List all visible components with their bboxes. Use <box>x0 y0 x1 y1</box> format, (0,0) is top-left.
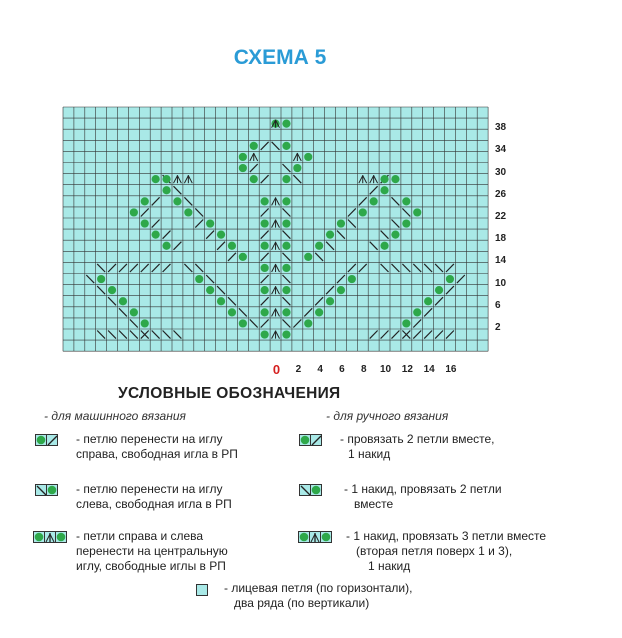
row-label: 6 <box>495 299 501 311</box>
row-label: 18 <box>495 233 507 245</box>
legend-item-m2: - петлю перенести на иглу слева, свободная игла в РП <box>76 482 232 511</box>
transfer-dot <box>315 308 323 316</box>
transfer-dot <box>282 142 290 150</box>
row-label: 22 <box>495 210 507 222</box>
transfer-right-symbol <box>35 434 59 448</box>
transfer-dot <box>304 253 312 261</box>
column-label: 6 <box>339 364 345 375</box>
row-label: 38 <box>495 122 507 134</box>
transfer-dot <box>359 208 367 216</box>
column-label: 2 <box>295 364 302 375</box>
column-label: 16 <box>445 364 457 375</box>
transfer-center-symbol <box>33 531 71 545</box>
transfer-dot <box>217 231 225 239</box>
legend-item-m1: - петлю перенести на иглу справа, свободная игла в РП <box>76 432 238 461</box>
transfer-dot <box>261 264 269 272</box>
transfer-left-symbol <box>35 484 59 498</box>
chart-title: СХЕМА 5 <box>233 46 327 69</box>
column-label: 4 <box>317 364 323 375</box>
row-label: 14 <box>495 255 507 267</box>
transfer-dot <box>413 308 421 316</box>
transfer-dot <box>261 242 269 250</box>
row-label: 26 <box>495 188 507 200</box>
transfer-dot <box>282 286 290 294</box>
transfer-dot <box>261 330 269 338</box>
transfer-dot <box>424 297 432 305</box>
transfer-dot <box>380 175 388 183</box>
column-label: 12 <box>401 364 413 375</box>
transfer-dot <box>152 231 160 239</box>
transfer-dot <box>282 219 290 227</box>
transfer-dot <box>282 175 290 183</box>
row-label: 2 <box>495 321 501 333</box>
transfer-dot <box>282 197 290 205</box>
column-label: 10 <box>379 364 392 375</box>
transfer-dot <box>413 208 421 216</box>
transfer-dot <box>228 242 236 250</box>
transfer-dot <box>217 297 225 305</box>
yarn-over-k2tog-symbol <box>299 484 323 498</box>
legend-heading: УСЛОВНЫЕ ОБОЗНАЧЕНИЯ <box>118 385 341 402</box>
transfer-dot <box>261 308 269 316</box>
hand-knitting-label: - для ручного вязания <box>326 409 449 423</box>
transfer-dot <box>141 219 149 227</box>
transfer-dot <box>261 197 269 205</box>
transfer-dot <box>348 275 356 283</box>
transfer-dot <box>141 319 149 327</box>
transfer-dot <box>370 197 378 205</box>
transfer-dot <box>435 286 443 294</box>
transfer-dot <box>206 219 214 227</box>
transfer-dot <box>402 219 410 227</box>
transfer-dot <box>162 186 170 194</box>
transfer-dot <box>304 319 312 327</box>
transfer-dot <box>282 308 290 316</box>
transfer-dot <box>119 297 127 305</box>
transfer-dot <box>239 253 247 261</box>
transfer-dot <box>239 319 247 327</box>
row-label: 30 <box>495 166 507 178</box>
transfer-dot <box>261 219 269 227</box>
transfer-dot <box>206 286 214 294</box>
legend-item-h1: - провязать 2 петли вместе, 1 накид <box>340 432 495 461</box>
column-label: 14 <box>423 364 435 375</box>
transfer-dot <box>250 142 258 150</box>
transfer-dot <box>162 175 170 183</box>
transfer-dot <box>446 275 454 283</box>
transfer-dot <box>282 264 290 272</box>
transfer-dot <box>304 153 312 161</box>
transfer-dot <box>293 164 301 172</box>
legend-item-knit: - лицевая петля (по горизонтали), два ряда (по вертикали) <box>224 581 413 610</box>
transfer-dot <box>239 164 247 172</box>
transfer-dot <box>402 319 410 327</box>
transfer-dot <box>239 153 247 161</box>
transfer-dot <box>282 120 290 128</box>
transfer-dot <box>152 175 160 183</box>
transfer-dot <box>97 275 105 283</box>
transfer-dot <box>282 242 290 250</box>
yarn-over-k3tog-symbol <box>298 531 336 545</box>
transfer-dot <box>326 231 334 239</box>
transfer-dot <box>184 208 192 216</box>
transfer-dot <box>130 208 138 216</box>
transfer-dot <box>108 286 116 294</box>
transfer-dot <box>380 186 388 194</box>
transfer-dot <box>250 175 258 183</box>
transfer-dot <box>337 286 345 294</box>
transfer-dot <box>162 242 170 250</box>
legend-item-m3: - петли справа и слева перенести на центральную иглу, свободные иглы в РП <box>76 529 228 573</box>
knit-stitch-symbol <box>196 584 210 598</box>
transfer-dot <box>391 231 399 239</box>
machine-knitting-label: - для машинного вязания <box>44 409 186 423</box>
column-label-zero: 0 <box>272 362 281 377</box>
transfer-dot <box>228 308 236 316</box>
transfer-dot <box>337 219 345 227</box>
row-label: 10 <box>495 277 507 289</box>
transfer-dot <box>195 275 203 283</box>
transfer-dot <box>141 197 149 205</box>
transfer-dot <box>173 197 181 205</box>
transfer-dot <box>391 175 399 183</box>
transfer-dot <box>130 308 138 316</box>
transfer-dot <box>261 286 269 294</box>
legend-item-h3: - 1 накид, провязать 3 петли вместе (вторая петля поверх 1 и 3), 1 накид <box>346 529 547 573</box>
transfer-dot <box>315 242 323 250</box>
row-label: 34 <box>495 144 507 156</box>
column-label: 8 <box>360 364 367 375</box>
transfer-dot <box>380 242 388 250</box>
transfer-dot <box>326 297 334 305</box>
legend-item-h2: - 1 накид, провязать 2 петли вместе <box>344 482 502 511</box>
transfer-dot <box>282 330 290 338</box>
knit-two-together-symbol <box>299 434 323 448</box>
transfer-dot <box>402 197 410 205</box>
